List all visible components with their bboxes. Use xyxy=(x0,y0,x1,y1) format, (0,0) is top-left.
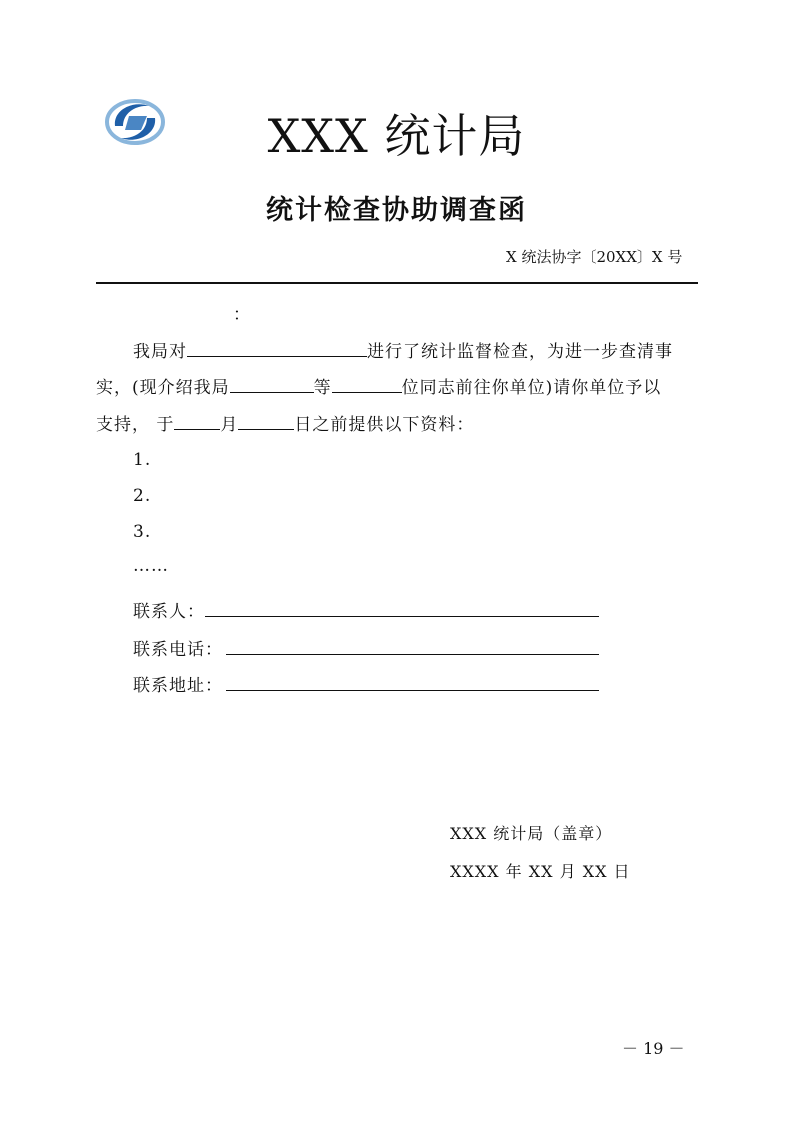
blank-day[interactable] xyxy=(238,411,294,430)
para-text-5: 位同志前往你单位)请你单位予以 xyxy=(401,378,662,398)
header-divider xyxy=(96,282,698,284)
blank-inspected-unit[interactable] xyxy=(187,338,367,357)
para-text-1: 我局对 xyxy=(133,342,187,362)
para-text-3: 实，(现介绍我局 xyxy=(96,378,230,398)
contact-address-field[interactable] xyxy=(226,690,599,691)
document-title: 统计检查协助调查函 xyxy=(266,195,527,226)
blank-staff-count[interactable] xyxy=(332,374,402,393)
list-item: 1. xyxy=(133,450,152,470)
paragraph-line-1 xyxy=(133,337,673,362)
org-title: XXX 统计局 xyxy=(267,109,526,163)
blank-month[interactable] xyxy=(174,411,220,430)
contact-person-label: 联系人： xyxy=(133,602,205,622)
para-text-6: 支持， 于 xyxy=(96,415,175,435)
addressee-colon: ： xyxy=(233,305,251,325)
contact-person-field[interactable] xyxy=(205,616,599,617)
list-item: 3. xyxy=(133,522,152,542)
contact-address-label: 联系地址： xyxy=(133,676,223,696)
document-number: X 统法协字〔20XX〕X 号 xyxy=(506,248,683,266)
para-text-4: 等 xyxy=(313,378,332,398)
signature-org: XXX 统计局（盖章） xyxy=(450,824,613,843)
blank-staff-name[interactable] xyxy=(230,374,314,393)
para-text-2: 进行了统计监督检查，为进一步查清事 xyxy=(367,342,673,362)
page-number: － 19 － xyxy=(622,1039,685,1058)
para-text-8: 日之前提供以下资料： xyxy=(294,415,475,435)
contact-phone-label: 联系电话： xyxy=(133,640,223,660)
contact-phone-field[interactable] xyxy=(226,654,599,655)
paragraph-line-2 xyxy=(96,373,661,398)
list-item: 2. xyxy=(133,486,152,506)
list-item-ellipsis: …… xyxy=(133,556,169,576)
paragraph-line-3 xyxy=(96,410,474,435)
signature-date: XXXX 年 XX 月 XX 日 xyxy=(450,862,631,881)
para-text-7: 月 xyxy=(220,415,239,435)
